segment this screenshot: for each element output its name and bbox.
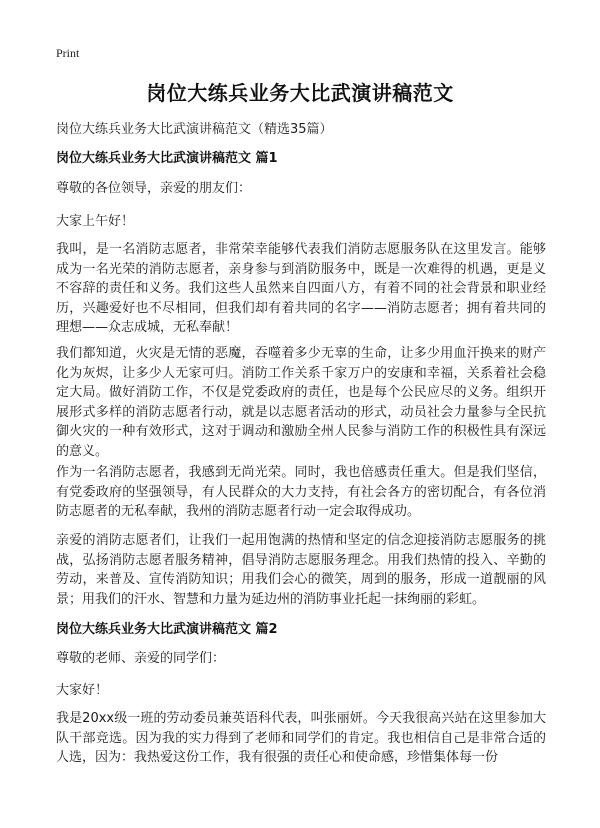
document-subtitle: 岗位大练兵业务大比武演讲稿范文（精选35篇） <box>56 122 333 137</box>
paragraph: 我是20xx级一班的劳动委员兼英语科代表，叫张丽妍。今天我很高兴站在这里参加大队干部竞选。因为我的实力得到了老师和同学们的肯定。我也相信自己是非常合适的人选，因为：我热爱这份工作，我有很强的责任心和使命感，珍惜集体每一份 <box>56 711 546 765</box>
paragraph: 大家好！ <box>56 683 109 698</box>
paragraph: 作为一名消防志愿者，我感到无尚光荣。同时，我也倍感责任重大。但是我们坚信，有党委政府的坚强领导，有人民群众的大力支持，有社会各方的密切配合，有各位消防志愿者的无私奉献，我州的消防志愿者行动一定会取得成功。 <box>56 465 546 519</box>
paragraph: 大家上午好！ <box>56 214 135 229</box>
section-heading-1: 岗位大练兵业务大比武演讲稿范文 篇1 <box>56 151 278 166</box>
section-heading-2: 岗位大练兵业务大比武演讲稿范文 篇2 <box>56 622 278 637</box>
paragraph: 我们都知道，火灾是无情的恶魔，吞噬着多少无辜的生命，让多少用血汗换来的财产化为灰烬，让多少人无家可归。消防工作关系千家万户的安康和幸福，关系着社会稳定大局。做好消防工作，不仅是党委政府的责任，也是每个公民应尽的义务。组织开展形式多样的消防志愿者行动，就是以志愿者活动的形式，动员社会力量参与全民抗御火灾的一种有效形式，这对于调动和激励全州人民参与消防工作的积极性具有深远的意义。 <box>56 346 546 459</box>
paragraph: 尊敬的各位领导，亲爱的朋友们： <box>56 181 252 196</box>
paragraph: 我叫，是一名消防志愿者，非常荣幸能够代表我们消防志愿服务队在这里发言。能够成为一名光荣的消防志愿者，亲身参与到消防服务中，既是一次难得的机遇，更是义不容辞的责任和义务。我们这些人虽然来自四面八方，有着不同的社会背景和职业经历，兴趣爱好也不尽相同，但我们却有着共同的名字——消防志愿者；拥有着共同的理想——众志成城，无私奉献！ <box>56 242 546 335</box>
paragraph: 尊敬的老师、亲爱的同学们： <box>56 651 226 666</box>
document-title: 岗位大练兵业务大比武演讲稿范文 <box>146 81 454 105</box>
paragraph: 亲爱的消防志愿者们，让我们一起用饱满的热情和坚定的信念迎接消防志愿服务的挑战，弘扬消防志愿者服务精神，倡导消防志愿服务理念。用我们热情的投入、辛勤的劳动，来普及、宣传消防知识；用我们会心的微笑，周到的服务，形成一道靓丽的风景；用我们的汗水、智慧和力量为延边州的消防事业托起一抹绚丽的彩虹。 <box>56 533 546 607</box>
print-link[interactable]: Print <box>56 46 80 60</box>
